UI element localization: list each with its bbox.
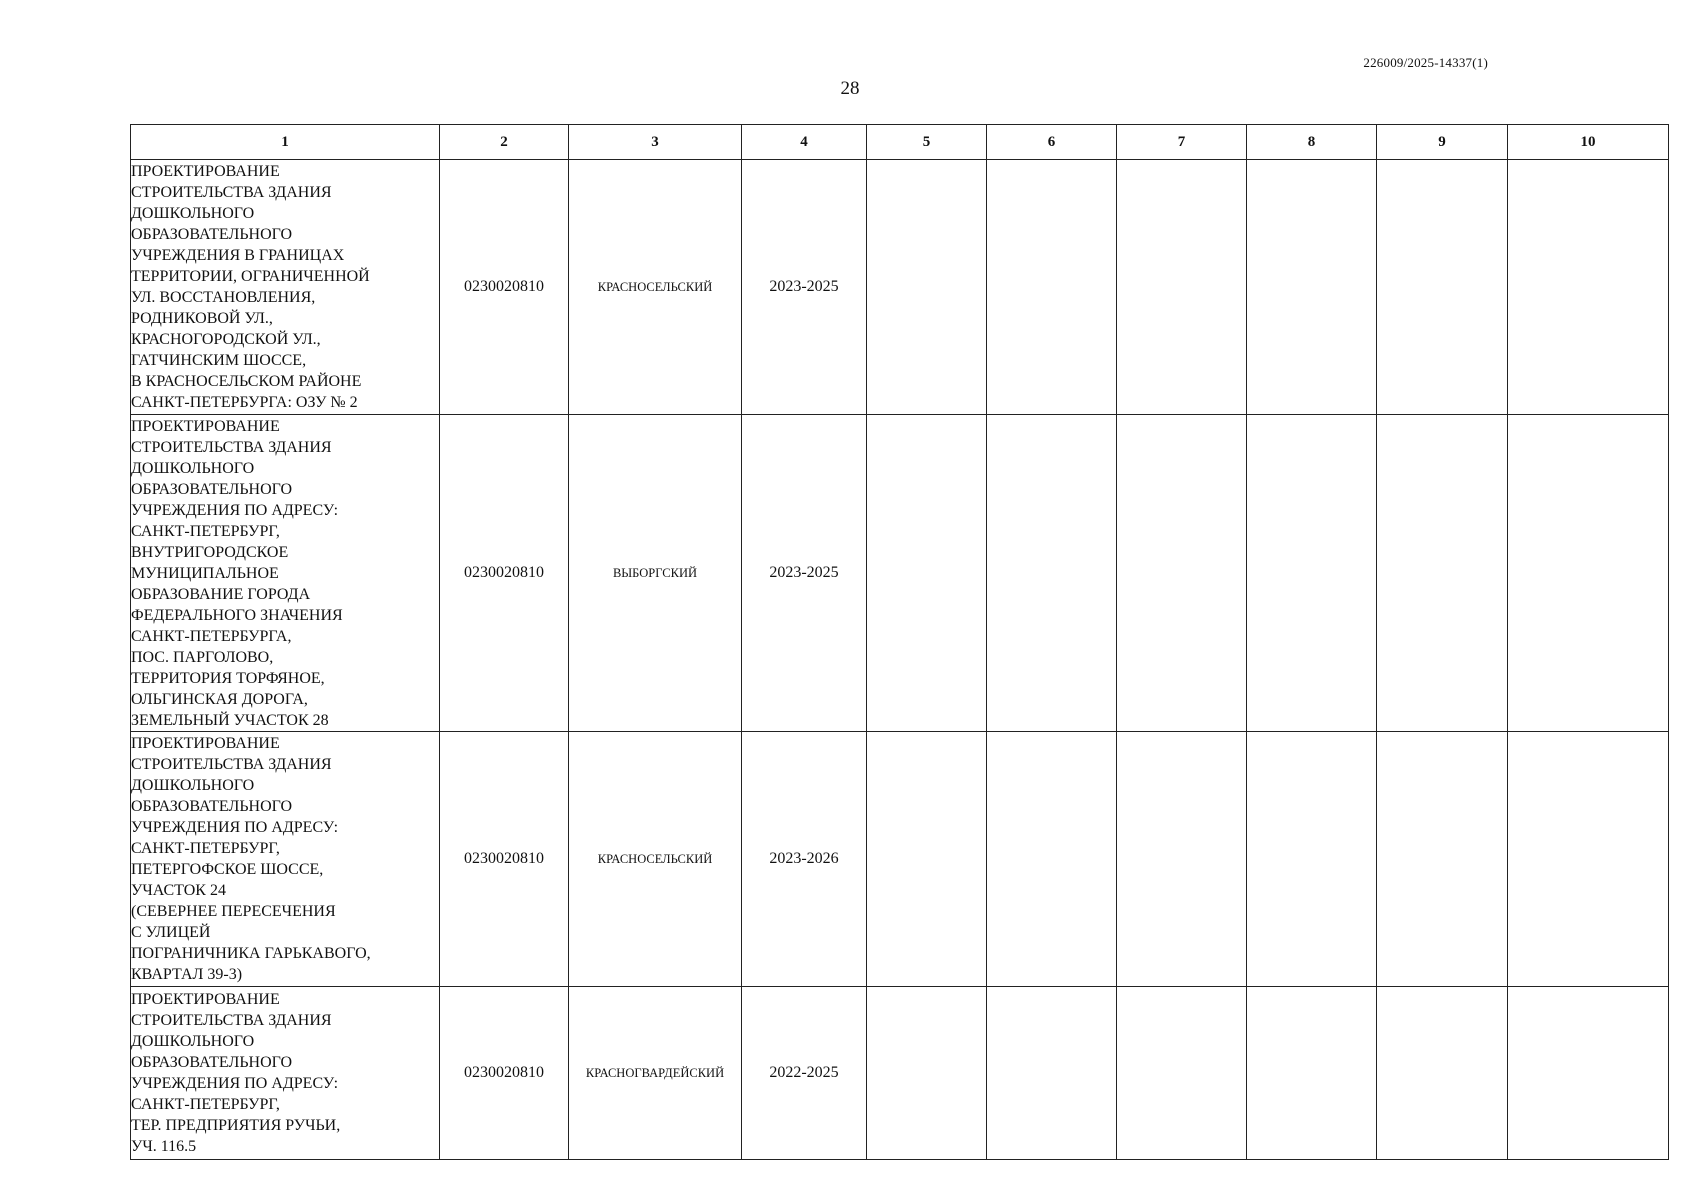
- empty-cell-9: [1377, 732, 1508, 987]
- column-header-3: 3: [569, 125, 742, 160]
- page-number: 28: [840, 78, 860, 99]
- document-registration-number: 226009/2025-14337(1): [1363, 55, 1488, 70]
- empty-cell-7: [1117, 160, 1247, 415]
- district-cell: КРАСНОСЕЛЬСКИЙ: [569, 160, 742, 415]
- empty-cell-5: [867, 987, 987, 1160]
- table-row: [131, 415, 1669, 732]
- district-cell: КРАСНОСЕЛЬСКИЙ: [569, 732, 742, 987]
- column-header-8: 8: [1247, 125, 1377, 160]
- empty-cell-6: [987, 415, 1117, 732]
- empty-cell-7: [1117, 415, 1247, 732]
- budget-code-cell: 0230020810: [440, 732, 569, 987]
- empty-cell-9: [1377, 987, 1508, 1160]
- object-name-cell: ПРОЕКТИРОВАНИЕ СТРОИТЕЛЬСТВА ЗДАНИЯ ДОШКОЛЬНОГО ОБРАЗОВАТЕЛЬНОГО УЧРЕЖДЕНИЯ В ГРАНИЦАХ ТЕРРИТОРИИ, ОГРАНИЧЕННОЙ УЛ. ВОССТАНОВЛЕНИЯ, РОДНИКОВОЙ УЛ., КРАСНОГОРОДСКОЙ УЛ., ГАТЧИНСКИМ ШОССЕ, В КРАСНОСЕЛЬСКОМ РАЙОНЕ САНКТ-ПЕТЕРБУРГА: ОЗУ № 2: [131, 160, 440, 415]
- empty-cell-7: [1117, 987, 1247, 1160]
- district-cell: КРАСНОГВАРДЕЙСКИЙ: [569, 987, 742, 1160]
- budget-code-cell: 0230020810: [440, 415, 569, 732]
- program-table: [130, 124, 1669, 1160]
- column-header-10: 10: [1508, 125, 1669, 160]
- empty-cell-10: [1508, 732, 1669, 987]
- empty-cell-8: [1247, 160, 1377, 415]
- empty-cell-6: [987, 987, 1117, 1160]
- object-name-cell: ПРОЕКТИРОВАНИЕ СТРОИТЕЛЬСТВА ЗДАНИЯ ДОШКОЛЬНОГО ОБРАЗОВАТЕЛЬНОГО УЧРЕЖДЕНИЯ ПО АДРЕСУ: САНКТ-ПЕТЕРБУРГ, ПЕТЕРГОФСКОЕ ШОССЕ, УЧАСТОК 24 (СЕВЕРНЕЕ ПЕРЕСЕЧЕНИЯ С УЛИЦЕЙ ПОГРАНИЧНИКА ГАРЬКАВОГО, КВАРТАЛ 39-3): [131, 732, 440, 987]
- budget-code-cell: 0230020810: [440, 987, 569, 1160]
- empty-cell-7: [1117, 732, 1247, 987]
- period-cell: 2023-2025: [742, 415, 867, 732]
- empty-cell-10: [1508, 415, 1669, 732]
- column-header-2: 2: [440, 125, 569, 160]
- district-cell: ВЫБОРГСКИЙ: [569, 415, 742, 732]
- empty-cell-8: [1247, 415, 1377, 732]
- period-cell: 2022-2025: [742, 987, 867, 1160]
- column-header-6: 6: [987, 125, 1117, 160]
- empty-cell-5: [867, 160, 987, 415]
- empty-cell-8: [1247, 987, 1377, 1160]
- empty-cell-5: [867, 732, 987, 987]
- empty-cell-8: [1247, 732, 1377, 987]
- column-header-7: 7: [1117, 125, 1247, 160]
- column-header-5: 5: [867, 125, 987, 160]
- empty-cell-9: [1377, 415, 1508, 732]
- empty-cell-9: [1377, 160, 1508, 415]
- column-header-9: 9: [1377, 125, 1508, 160]
- period-cell: 2023-2026: [742, 732, 867, 987]
- column-header-4: 4: [742, 125, 867, 160]
- table-header-row: [131, 125, 1669, 160]
- empty-cell-10: [1508, 987, 1669, 1160]
- column-header-1: 1: [131, 125, 440, 160]
- object-name-cell: ПРОЕКТИРОВАНИЕ СТРОИТЕЛЬСТВА ЗДАНИЯ ДОШКОЛЬНОГО ОБРАЗОВАТЕЛЬНОГО УЧРЕЖДЕНИЯ ПО АДРЕСУ: САНКТ-ПЕТЕРБУРГ, ТЕР. ПРЕДПРИЯТИЯ РУЧЬИ, УЧ. 116.5: [131, 987, 440, 1160]
- table-row: [131, 732, 1669, 987]
- table-row: [131, 160, 1669, 415]
- period-cell: 2023-2025: [742, 160, 867, 415]
- empty-cell-5: [867, 415, 987, 732]
- object-name-cell: ПРОЕКТИРОВАНИЕ СТРОИТЕЛЬСТВА ЗДАНИЯ ДОШКОЛЬНОГО ОБРАЗОВАТЕЛЬНОГО УЧРЕЖДЕНИЯ ПО АДРЕСУ: САНКТ-ПЕТЕРБУРГ, ВНУТРИГОРОДСКОЕ МУНИЦИПАЛЬНОЕ ОБРАЗОВАНИЕ ГОРОДА ФЕДЕРАЛЬНОГО ЗНАЧЕНИЯ САНКТ-ПЕТЕРБУРГА, ПОС. ПАРГОЛОВО, ТЕРРИТОРИЯ ТОРФЯНОЕ, ОЛЬГИНСКАЯ ДОРОГА, ЗЕМЕЛЬНЫЙ УЧАСТОК 28: [131, 415, 440, 732]
- empty-cell-6: [987, 160, 1117, 415]
- empty-cell-6: [987, 732, 1117, 987]
- table-row: [131, 987, 1669, 1160]
- empty-cell-10: [1508, 160, 1669, 415]
- budget-code-cell: 0230020810: [440, 160, 569, 415]
